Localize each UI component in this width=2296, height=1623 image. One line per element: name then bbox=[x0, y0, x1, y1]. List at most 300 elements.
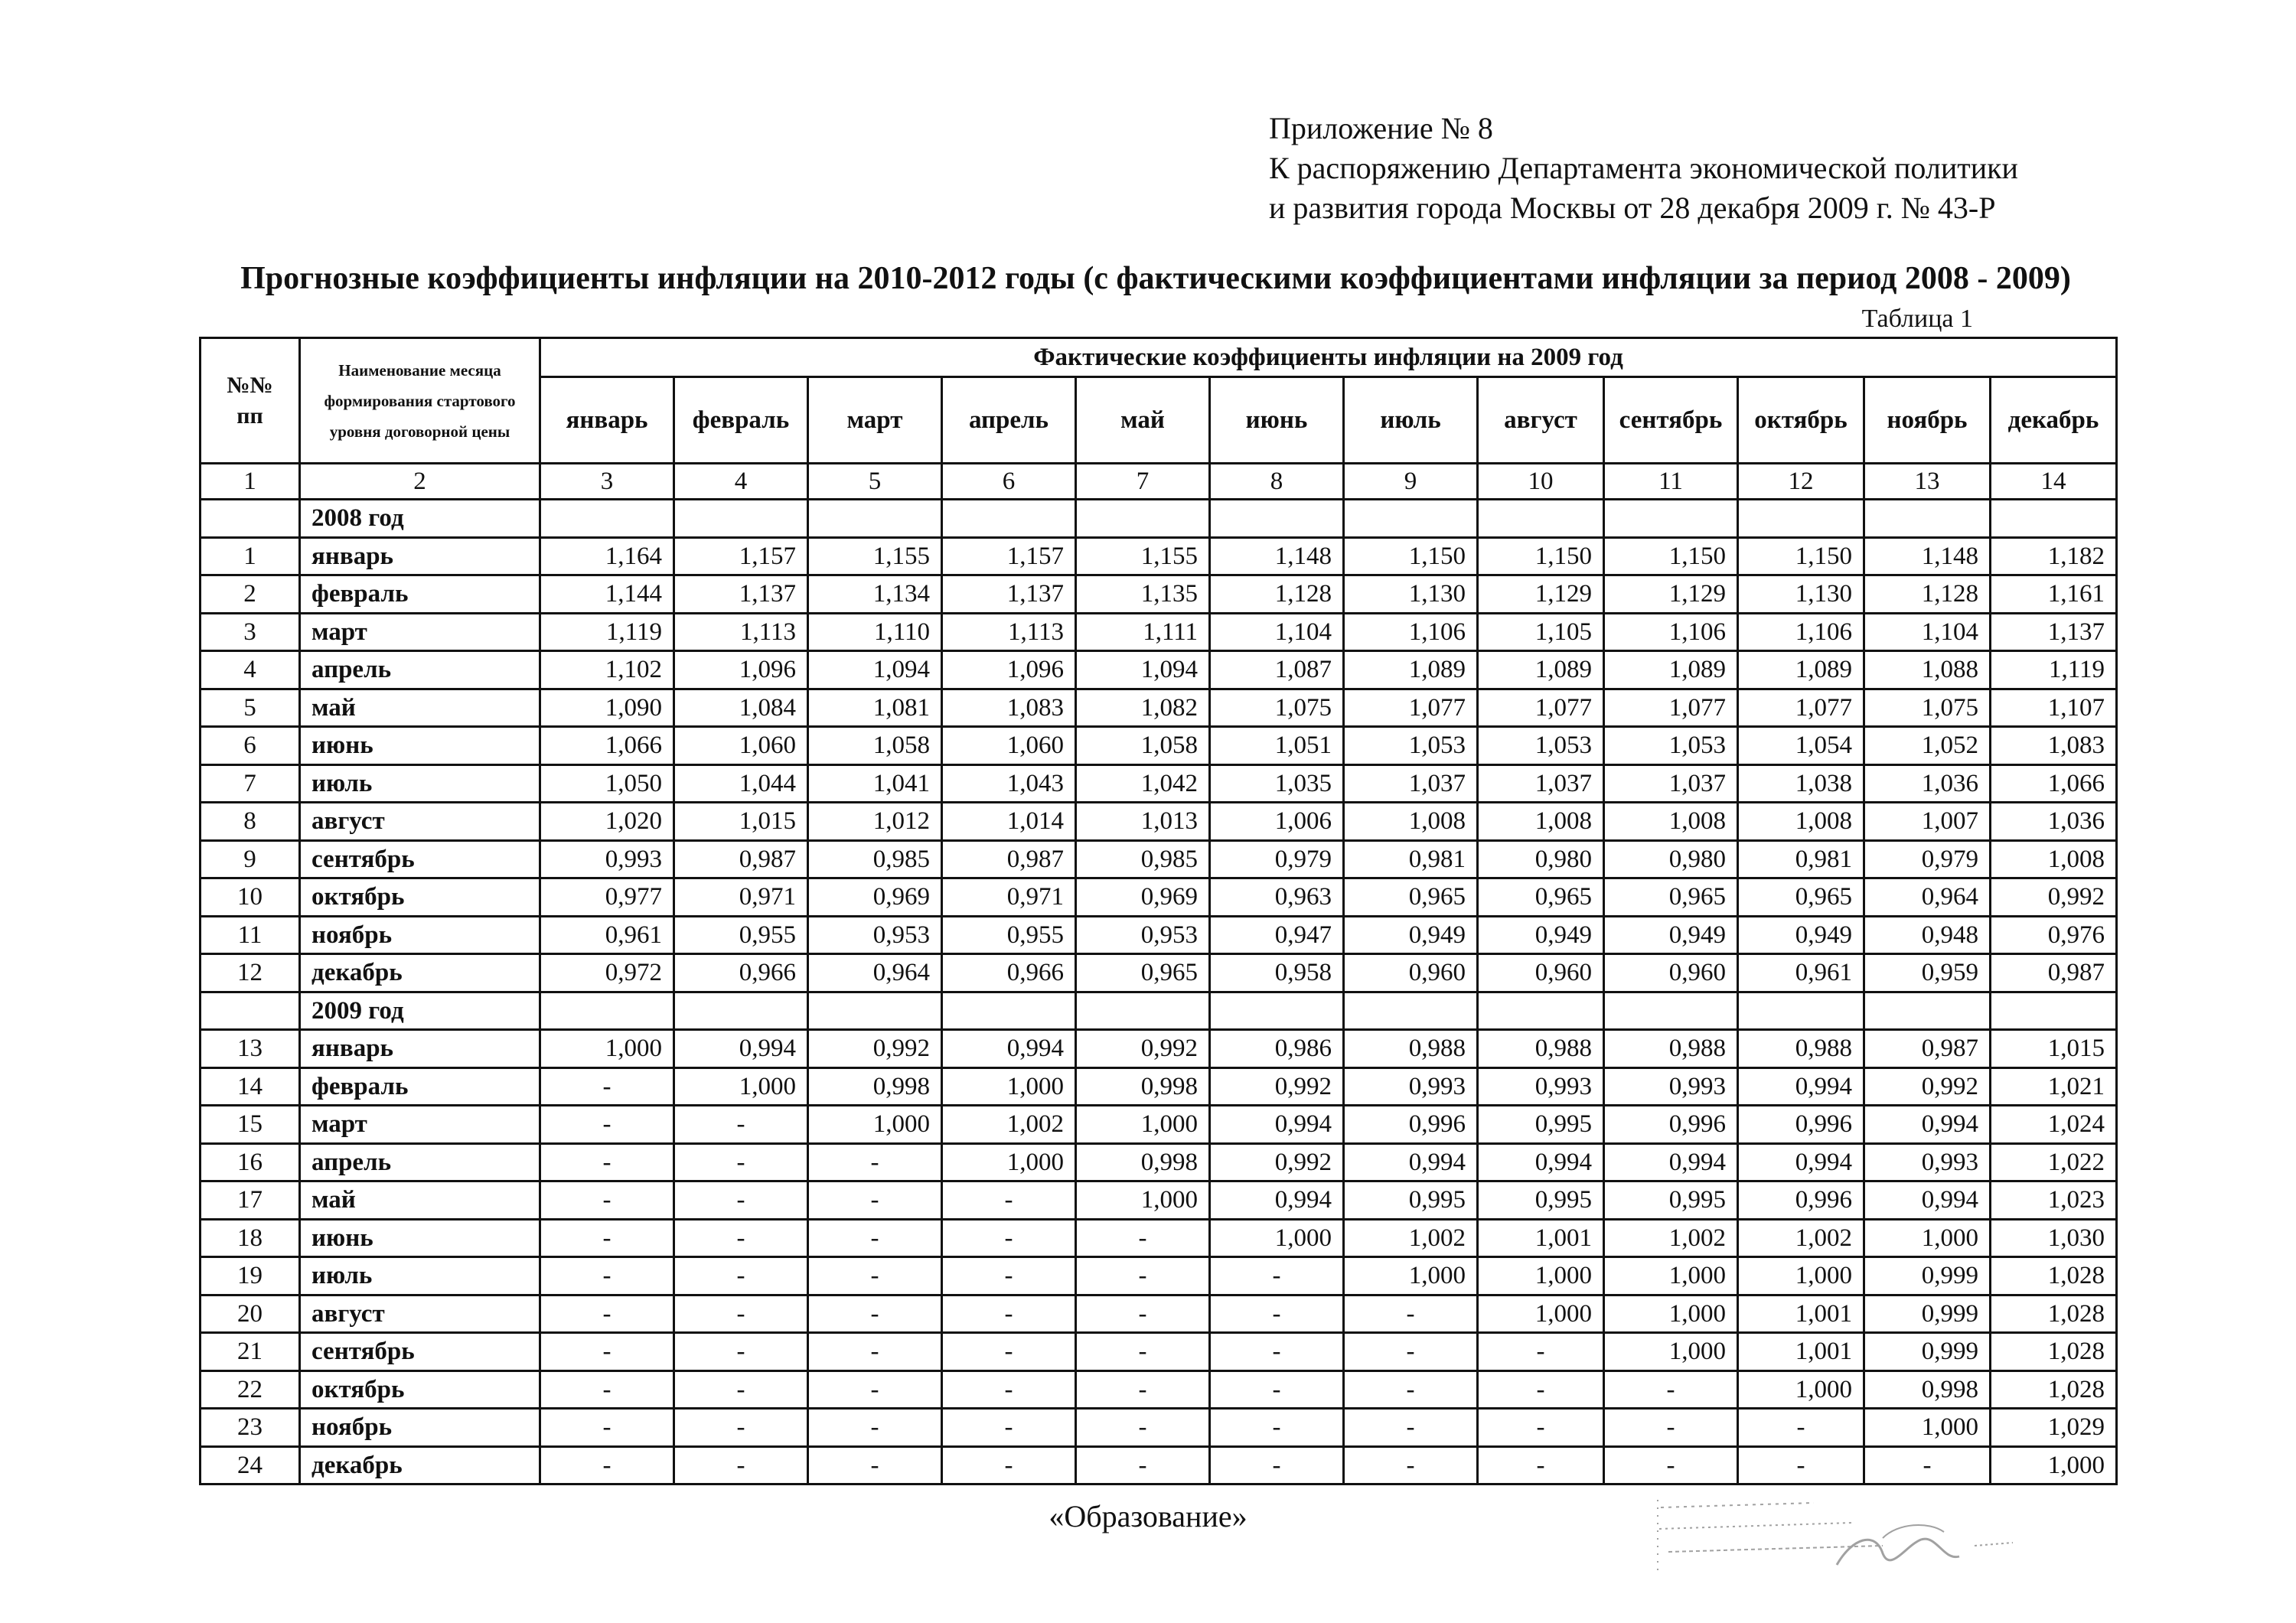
coefficient-cell: 1,066 bbox=[1991, 764, 2117, 803]
coefficient-cell: 1,000 bbox=[808, 1106, 942, 1144]
coefficient-cell: 1,044 bbox=[674, 764, 808, 803]
coefficient-cell: - bbox=[1738, 1446, 1864, 1484]
column-number: 14 bbox=[1991, 464, 2117, 500]
coefficient-cell: 1,148 bbox=[1210, 537, 1344, 575]
row-month-name: сентябрь bbox=[300, 840, 540, 878]
coefficient-cell: 1,104 bbox=[1864, 613, 1991, 651]
month-header: август bbox=[1478, 377, 1604, 464]
table-row bbox=[201, 575, 2117, 614]
coefficient-cell: 1,002 bbox=[1604, 1219, 1738, 1257]
row-month-name: июнь bbox=[300, 1219, 540, 1257]
coefficient-cell: 1,134 bbox=[808, 575, 942, 614]
coefficient-cell: 0,992 bbox=[808, 1030, 942, 1068]
coefficient-cell: 1,000 bbox=[1604, 1333, 1738, 1371]
row-month-name: декабрь bbox=[300, 1446, 540, 1484]
coefficient-cell: 0,996 bbox=[1344, 1106, 1478, 1144]
coefficient-cell: - bbox=[674, 1143, 808, 1181]
coefficient-cell: 0,994 bbox=[1210, 1106, 1344, 1144]
coefficient-cell: 1,028 bbox=[1991, 1257, 2117, 1295]
column-number: 12 bbox=[1738, 464, 1864, 500]
coefficient-cell: 1,119 bbox=[1991, 651, 2117, 689]
coefficient-cell: 1,129 bbox=[1478, 575, 1604, 614]
coefficient-cell: 0,996 bbox=[1738, 1106, 1864, 1144]
row-month-name: март bbox=[300, 613, 540, 651]
month-header: июнь bbox=[1210, 377, 1344, 464]
empty-cell bbox=[1076, 992, 1210, 1030]
row-number: 15 bbox=[201, 1106, 300, 1144]
coefficient-cell: 1,128 bbox=[1210, 575, 1344, 614]
coefficient-cell: 1,058 bbox=[1076, 727, 1210, 765]
table-row bbox=[201, 1370, 2117, 1409]
column-number: 11 bbox=[1604, 464, 1738, 500]
coefficient-cell: 0,998 bbox=[808, 1067, 942, 1106]
coefficient-cell: 1,037 bbox=[1478, 764, 1604, 803]
coefficient-cell: 1,090 bbox=[540, 689, 674, 727]
row-number: 5 bbox=[201, 689, 300, 727]
coefficient-cell: - bbox=[942, 1446, 1076, 1484]
coefficient-cell: - bbox=[674, 1333, 808, 1371]
coefficient-cell: 1,001 bbox=[1478, 1219, 1604, 1257]
table-row bbox=[201, 878, 2117, 917]
coefficient-cell: 1,137 bbox=[1991, 613, 2117, 651]
row-month-name: август bbox=[300, 1295, 540, 1333]
appendix-number: Приложение № 8 bbox=[1269, 111, 1493, 145]
coefficient-cell: - bbox=[1478, 1333, 1604, 1371]
coefficient-cell: 0,948 bbox=[1864, 916, 1991, 954]
empty-cell bbox=[1210, 500, 1344, 538]
coefficient-cell: 1,000 bbox=[1864, 1409, 1991, 1447]
coefficient-cell: 1,161 bbox=[1991, 575, 2117, 614]
row-month-name: июль bbox=[300, 764, 540, 803]
coefficient-cell: - bbox=[1210, 1333, 1344, 1371]
coefficient-cell: 1,144 bbox=[540, 575, 674, 614]
coefficient-cell: 0,988 bbox=[1344, 1030, 1478, 1068]
coefficient-cell: 1,077 bbox=[1478, 689, 1604, 727]
coefficient-cell: - bbox=[808, 1333, 942, 1371]
coefficient-cell: - bbox=[1604, 1409, 1738, 1447]
coefficient-cell: - bbox=[1076, 1333, 1210, 1371]
coefficient-cell: 1,058 bbox=[808, 727, 942, 765]
coefficient-cell: 1,013 bbox=[1076, 803, 1210, 841]
coefficient-cell: 0,995 bbox=[1478, 1106, 1604, 1144]
column-number: 4 bbox=[674, 464, 808, 500]
coefficient-cell: 1,077 bbox=[1344, 689, 1478, 727]
coefficient-cell: 0,994 bbox=[942, 1030, 1076, 1068]
coefficient-cell: 1,137 bbox=[942, 575, 1076, 614]
coefficient-cell: - bbox=[1076, 1295, 1210, 1333]
row-number: 23 bbox=[201, 1409, 300, 1447]
coefficient-cell: 1,150 bbox=[1604, 537, 1738, 575]
coefficient-cell: 0,960 bbox=[1478, 954, 1604, 992]
coefficient-cell: 1,030 bbox=[1991, 1219, 2117, 1257]
coefficient-cell: 0,960 bbox=[1344, 954, 1478, 992]
column-number-row bbox=[201, 464, 2117, 500]
coefficient-cell: 1,038 bbox=[1738, 764, 1864, 803]
appendix-reference-line1: К распоряжению Департамента экономической политики bbox=[1269, 151, 2018, 185]
coefficient-cell: 1,000 bbox=[1076, 1181, 1210, 1220]
table-row bbox=[201, 1181, 2117, 1220]
empty-cell bbox=[674, 500, 808, 538]
coefficient-cell: 1,075 bbox=[1864, 689, 1991, 727]
coefficient-cell: 0,965 bbox=[1076, 954, 1210, 992]
coefficient-cell: 0,969 bbox=[808, 878, 942, 917]
coefficient-cell: 1,096 bbox=[942, 651, 1076, 689]
coefficient-cell: 1,148 bbox=[1864, 537, 1991, 575]
row-number: 24 bbox=[201, 1446, 300, 1484]
row-month-name: февраль bbox=[300, 575, 540, 614]
coefficient-cell: 1,036 bbox=[1864, 764, 1991, 803]
column-number: 1 bbox=[201, 464, 300, 500]
empty-cell bbox=[1738, 992, 1864, 1030]
table-row bbox=[201, 1219, 2117, 1257]
coefficient-cell: 1,107 bbox=[1991, 689, 2117, 727]
coefficient-cell: 1,024 bbox=[1991, 1106, 2117, 1144]
coefficient-cell: 1,083 bbox=[1991, 727, 2117, 765]
coefficient-cell: 1,113 bbox=[674, 613, 808, 651]
table-row bbox=[201, 954, 2117, 992]
column-number: 6 bbox=[942, 464, 1076, 500]
coefficient-cell: - bbox=[674, 1446, 808, 1484]
table-row bbox=[201, 840, 2117, 878]
coefficient-cell: 1,104 bbox=[1210, 613, 1344, 651]
inflation-coefficients-table bbox=[199, 337, 2118, 1485]
empty-cell bbox=[1344, 500, 1478, 538]
coefficient-cell: 1,052 bbox=[1864, 727, 1991, 765]
coefficient-cell: 0,994 bbox=[1864, 1181, 1991, 1220]
coefficient-cell: 1,130 bbox=[1344, 575, 1478, 614]
row-month-name: май bbox=[300, 1181, 540, 1220]
coefficient-cell: 1,021 bbox=[1991, 1067, 2117, 1106]
table-caption: Таблица 1 bbox=[1861, 305, 1973, 333]
coefficient-cell: - bbox=[1738, 1409, 1864, 1447]
empty-cell bbox=[1478, 992, 1604, 1030]
coefficient-cell: 1,029 bbox=[1991, 1409, 2117, 1447]
coefficient-cell: 0,996 bbox=[1604, 1106, 1738, 1144]
coefficient-cell: 0,964 bbox=[1864, 878, 1991, 917]
coefficient-cell: 1,037 bbox=[1604, 764, 1738, 803]
coefficient-cell: 1,081 bbox=[808, 689, 942, 727]
coefficient-cell: - bbox=[1210, 1409, 1344, 1447]
year-section-row bbox=[201, 992, 2117, 1030]
row-number: 14 bbox=[201, 1067, 300, 1106]
coefficient-cell: 0,965 bbox=[1604, 878, 1738, 917]
empty-cell bbox=[1344, 992, 1478, 1030]
coefficient-cell: 0,980 bbox=[1478, 840, 1604, 878]
row-month-name: январь bbox=[300, 1030, 540, 1068]
month-header: сентябрь bbox=[1604, 377, 1738, 464]
row-number: 18 bbox=[201, 1219, 300, 1257]
coefficient-cell: - bbox=[540, 1446, 674, 1484]
row-month-name: март bbox=[300, 1106, 540, 1144]
coefficient-cell: 1,119 bbox=[540, 613, 674, 651]
coefficient-cell: 1,150 bbox=[1738, 537, 1864, 575]
coefficient-cell: 1,043 bbox=[942, 764, 1076, 803]
coefficient-cell: - bbox=[808, 1370, 942, 1409]
coefficient-cell: 1,053 bbox=[1344, 727, 1478, 765]
coefficient-cell: 1,000 bbox=[1478, 1295, 1604, 1333]
year-section-row bbox=[201, 500, 2117, 538]
table-row bbox=[201, 613, 2117, 651]
coefficient-cell: - bbox=[1210, 1295, 1344, 1333]
coefficient-cell: 1,002 bbox=[1738, 1219, 1864, 1257]
footer-section-label: «Образование» bbox=[1049, 1499, 1247, 1533]
table-row bbox=[201, 1030, 2117, 1068]
coefficient-cell: - bbox=[808, 1219, 942, 1257]
coefficient-cell: 1,155 bbox=[1076, 537, 1210, 575]
coefficient-cell: - bbox=[808, 1143, 942, 1181]
coefficient-cell: 1,075 bbox=[1210, 689, 1344, 727]
coefficient-cell: 0,987 bbox=[1864, 1030, 1991, 1068]
empty-cell bbox=[1076, 500, 1210, 538]
coefficient-cell: 1,050 bbox=[540, 764, 674, 803]
coefficient-cell: - bbox=[808, 1257, 942, 1295]
coefficient-cell: 1,110 bbox=[808, 613, 942, 651]
column-number: 10 bbox=[1478, 464, 1604, 500]
row-number: 22 bbox=[201, 1370, 300, 1409]
coefficient-cell: 0,986 bbox=[1210, 1030, 1344, 1068]
coefficient-cell: 1,035 bbox=[1210, 764, 1344, 803]
coefficient-cell: - bbox=[540, 1257, 674, 1295]
coefficient-cell: 0,949 bbox=[1604, 916, 1738, 954]
coefficient-cell: 1,135 bbox=[1076, 575, 1210, 614]
coefficient-cell: - bbox=[540, 1370, 674, 1409]
coefficient-cell: - bbox=[1210, 1370, 1344, 1409]
coefficient-cell: 1,096 bbox=[674, 651, 808, 689]
coefficient-cell: - bbox=[942, 1219, 1076, 1257]
row-month-name: апрель bbox=[300, 651, 540, 689]
coefficient-cell: - bbox=[1344, 1446, 1478, 1484]
coefficient-cell: 1,155 bbox=[808, 537, 942, 575]
row-number: 1 bbox=[201, 537, 300, 575]
row-number: 21 bbox=[201, 1333, 300, 1371]
coefficient-cell: 0,985 bbox=[808, 840, 942, 878]
coefficient-cell: 0,947 bbox=[1210, 916, 1344, 954]
coefficient-cell: 1,106 bbox=[1738, 613, 1864, 651]
table-row bbox=[201, 1446, 2117, 1484]
coefficient-cell: 0,961 bbox=[540, 916, 674, 954]
coefficient-cell: 1,036 bbox=[1991, 803, 2117, 841]
coefficient-cell: - bbox=[674, 1181, 808, 1220]
coefficient-cell: 1,020 bbox=[540, 803, 674, 841]
coefficient-cell: 0,981 bbox=[1344, 840, 1478, 878]
coefficient-cell: - bbox=[942, 1409, 1076, 1447]
coefficient-cell: - bbox=[1478, 1446, 1604, 1484]
coefficient-cell: 1,042 bbox=[1076, 764, 1210, 803]
coefficient-cell: - bbox=[1076, 1370, 1210, 1409]
coefficient-cell: 0,987 bbox=[942, 840, 1076, 878]
coefficient-cell: 1,014 bbox=[942, 803, 1076, 841]
table-row bbox=[201, 1257, 2117, 1295]
coefficient-cell: 1,164 bbox=[540, 537, 674, 575]
table-row bbox=[201, 689, 2117, 727]
empty-cell bbox=[201, 500, 300, 538]
empty-cell bbox=[540, 500, 674, 538]
coefficient-cell: - bbox=[540, 1181, 674, 1220]
coefficient-cell: 0,992 bbox=[1210, 1067, 1344, 1106]
coefficient-cell: 1,157 bbox=[674, 537, 808, 575]
table-row bbox=[201, 1067, 2117, 1106]
row-month-name: июнь bbox=[300, 727, 540, 765]
coefficient-cell: 0,979 bbox=[1210, 840, 1344, 878]
coefficient-cell: - bbox=[808, 1295, 942, 1333]
coefficient-cell: - bbox=[1076, 1409, 1210, 1447]
coefficient-cell: 1,060 bbox=[674, 727, 808, 765]
coefficient-cell: 1,150 bbox=[1344, 537, 1478, 575]
year-label: 2008 год bbox=[300, 500, 540, 538]
empty-cell bbox=[942, 500, 1076, 538]
coefficient-cell: 0,959 bbox=[1864, 954, 1991, 992]
coefficient-cell: 1,022 bbox=[1991, 1143, 2117, 1181]
coefficient-cell: - bbox=[674, 1409, 808, 1447]
coefficient-cell: 0,995 bbox=[1344, 1181, 1478, 1220]
coefficient-cell: 0,981 bbox=[1738, 840, 1864, 878]
table-row bbox=[201, 1106, 2117, 1144]
coefficient-cell: 1,077 bbox=[1738, 689, 1864, 727]
coefficient-cell: 1,006 bbox=[1210, 803, 1344, 841]
coefficient-cell: 1,113 bbox=[942, 613, 1076, 651]
empty-cell bbox=[808, 992, 942, 1030]
coefficient-cell: - bbox=[1076, 1446, 1210, 1484]
coefficient-cell: 0,994 bbox=[1344, 1143, 1478, 1181]
coefficient-cell: 1,001 bbox=[1738, 1295, 1864, 1333]
coefficient-cell: 0,992 bbox=[1864, 1067, 1991, 1106]
coefficient-cell: 1,000 bbox=[1604, 1257, 1738, 1295]
table-row bbox=[201, 916, 2117, 954]
coefficient-cell: 1,002 bbox=[942, 1106, 1076, 1144]
coefficient-cell: 0,992 bbox=[1991, 878, 2117, 917]
row-number: 10 bbox=[201, 878, 300, 917]
coefficient-cell: 0,963 bbox=[1210, 878, 1344, 917]
coefficient-cell: - bbox=[942, 1295, 1076, 1333]
coefficient-cell: 0,971 bbox=[674, 878, 808, 917]
signature-stamp bbox=[1653, 1492, 2051, 1584]
coefficient-cell: 1,000 bbox=[1991, 1446, 2117, 1484]
coefficient-cell: - bbox=[942, 1333, 1076, 1371]
coefficient-cell: - bbox=[808, 1181, 942, 1220]
coefficient-cell: 0,979 bbox=[1864, 840, 1991, 878]
coefficient-cell: 0,969 bbox=[1076, 878, 1210, 917]
table-row bbox=[201, 1333, 2117, 1371]
coefficient-cell: - bbox=[1210, 1446, 1344, 1484]
empty-cell bbox=[1604, 500, 1738, 538]
header-month-name: Наименование месяца формирования стартового уровня договорной цены bbox=[300, 338, 540, 464]
coefficient-cell: 1,150 bbox=[1478, 537, 1604, 575]
coefficient-cell: 1,077 bbox=[1604, 689, 1738, 727]
column-number: 7 bbox=[1076, 464, 1210, 500]
coefficient-cell: 1,000 bbox=[1604, 1295, 1738, 1333]
row-number: 2 bbox=[201, 575, 300, 614]
row-month-name: октябрь bbox=[300, 1370, 540, 1409]
coefficient-cell: - bbox=[808, 1446, 942, 1484]
month-header: апрель bbox=[942, 377, 1076, 464]
coefficient-cell: 0,998 bbox=[1076, 1143, 1210, 1181]
coefficient-cell: 0,988 bbox=[1604, 1030, 1738, 1068]
coefficient-cell: 1,088 bbox=[1864, 651, 1991, 689]
month-header: февраль bbox=[674, 377, 808, 464]
coefficient-cell: 1,028 bbox=[1991, 1333, 2117, 1371]
coefficient-cell: 1,053 bbox=[1604, 727, 1738, 765]
coefficient-cell: - bbox=[1344, 1295, 1478, 1333]
table-row bbox=[201, 1295, 2117, 1333]
month-header: июль bbox=[1344, 377, 1478, 464]
coefficient-cell: 1,051 bbox=[1210, 727, 1344, 765]
empty-cell bbox=[1991, 500, 2117, 538]
coefficient-cell: 0,958 bbox=[1210, 954, 1344, 992]
coefficient-cell: 0,987 bbox=[1991, 954, 2117, 992]
coefficient-cell: 1,089 bbox=[1604, 651, 1738, 689]
coefficient-cell: - bbox=[1604, 1370, 1738, 1409]
row-month-name: декабрь bbox=[300, 954, 540, 992]
coefficient-cell: 1,001 bbox=[1738, 1333, 1864, 1371]
coefficient-cell: 0,998 bbox=[1864, 1370, 1991, 1409]
coefficient-cell: 1,182 bbox=[1991, 537, 2117, 575]
table-row bbox=[201, 764, 2117, 803]
row-number: 6 bbox=[201, 727, 300, 765]
coefficient-cell: 0,999 bbox=[1864, 1333, 1991, 1371]
row-month-name: ноябрь bbox=[300, 1409, 540, 1447]
coefficient-cell: - bbox=[674, 1257, 808, 1295]
header-row-number: №№ пп bbox=[201, 338, 300, 464]
row-number: 9 bbox=[201, 840, 300, 878]
coefficient-cell: 1,000 bbox=[674, 1067, 808, 1106]
coefficient-cell: 0,965 bbox=[1738, 878, 1864, 917]
empty-cell bbox=[201, 992, 300, 1030]
coefficient-cell: 0,988 bbox=[1478, 1030, 1604, 1068]
coefficient-cell: 1,111 bbox=[1076, 613, 1210, 651]
coefficient-cell: - bbox=[540, 1106, 674, 1144]
coefficient-cell: 0,971 bbox=[942, 878, 1076, 917]
row-number: 20 bbox=[201, 1295, 300, 1333]
coefficient-cell: 1,000 bbox=[540, 1030, 674, 1068]
coefficient-cell: 0,995 bbox=[1604, 1181, 1738, 1220]
empty-cell bbox=[1991, 992, 2117, 1030]
coefficient-cell: 0,999 bbox=[1864, 1257, 1991, 1295]
coefficient-cell: 1,028 bbox=[1991, 1370, 2117, 1409]
row-number: 11 bbox=[201, 916, 300, 954]
row-number: 16 bbox=[201, 1143, 300, 1181]
coefficient-cell: 1,087 bbox=[1210, 651, 1344, 689]
coefficient-cell: 0,994 bbox=[674, 1030, 808, 1068]
column-number: 2 bbox=[300, 464, 540, 500]
coefficient-cell: 0,965 bbox=[1478, 878, 1604, 917]
coefficient-cell: 0,994 bbox=[1864, 1106, 1991, 1144]
table-row bbox=[201, 651, 2117, 689]
coefficient-cell: - bbox=[540, 1067, 674, 1106]
coefficient-cell: - bbox=[1478, 1370, 1604, 1409]
coefficient-cell: 0,993 bbox=[1344, 1067, 1478, 1106]
coefficient-cell: 0,993 bbox=[1604, 1067, 1738, 1106]
coefficient-cell: 0,966 bbox=[942, 954, 1076, 992]
coefficient-cell: - bbox=[540, 1333, 674, 1371]
header-actual-coefficients: Фактические коэффициенты инфляции на 2009 год bbox=[540, 338, 2117, 377]
row-month-name: май bbox=[300, 689, 540, 727]
coefficient-cell: - bbox=[1478, 1409, 1604, 1447]
coefficient-cell: 1,041 bbox=[808, 764, 942, 803]
coefficient-cell: - bbox=[674, 1370, 808, 1409]
coefficient-cell: 1,089 bbox=[1478, 651, 1604, 689]
coefficient-cell: 1,037 bbox=[1344, 764, 1478, 803]
coefficient-cell: 1,000 bbox=[1738, 1257, 1864, 1295]
coefficient-cell: - bbox=[540, 1143, 674, 1181]
column-number: 13 bbox=[1864, 464, 1991, 500]
coefficient-cell: 1,008 bbox=[1604, 803, 1738, 841]
coefficient-cell: - bbox=[674, 1106, 808, 1144]
coefficient-cell: 0,988 bbox=[1738, 1030, 1864, 1068]
row-number: 17 bbox=[201, 1181, 300, 1220]
coefficient-cell: 0,961 bbox=[1738, 954, 1864, 992]
empty-cell bbox=[1604, 992, 1738, 1030]
row-month-name: февраль bbox=[300, 1067, 540, 1106]
